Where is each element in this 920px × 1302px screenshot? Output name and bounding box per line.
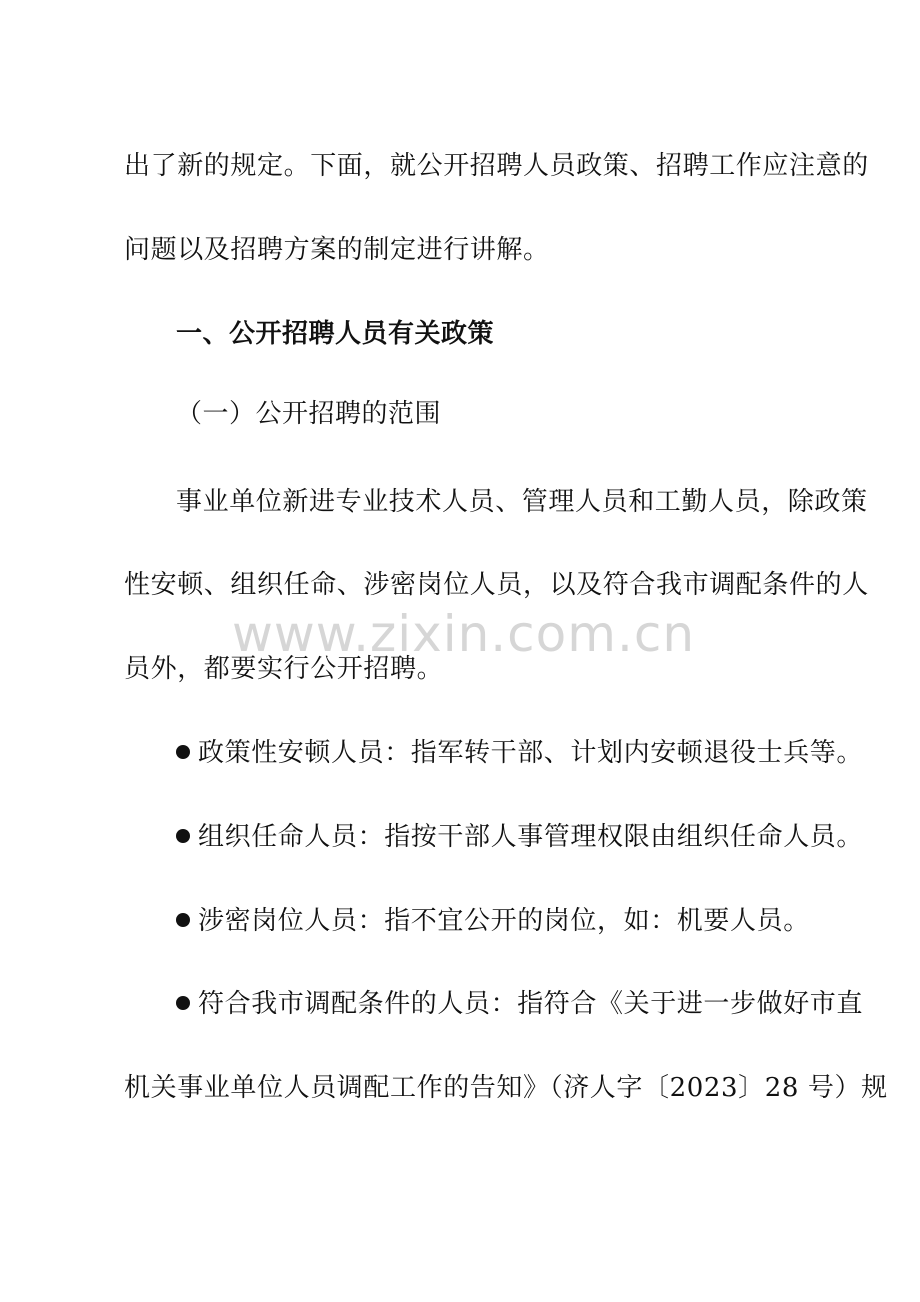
bullet-item xyxy=(176,904,814,938)
bullet-text: 符合我市调配条件的人员：指符合《关于进一步做好市直 xyxy=(198,989,864,1019)
body-text-line: 出了新的规定。下面，就公开招聘人员政策、招聘工作应注意的 xyxy=(124,151,869,181)
bullet-item xyxy=(176,987,864,1021)
bullet-dot-icon xyxy=(176,913,190,927)
watermark-text: www.zixin.com.cn xyxy=(232,605,696,663)
bullet-item xyxy=(176,820,864,854)
bullet-dot-icon xyxy=(176,829,190,843)
bullet-text: 涉密岗位人员：指不宜公开的岗位，如：机要人员。 xyxy=(198,906,810,936)
body-text-line: 事业单位新进专业技术人员、管理人员和工勤人员，除政策 xyxy=(176,487,868,517)
subsection-heading: （一）公开招聘的范围 xyxy=(176,399,442,429)
bullet-item xyxy=(176,736,864,770)
bullet-text: 组织任命人员：指按干部人事管理权限由组织任命人员。 xyxy=(198,822,864,852)
bullet-text: 政策性安顿人员：指军转干部、计划内安顿退役士兵等。 xyxy=(198,738,864,768)
body-text-line: 问题以及招聘方案的制定进行讲解。 xyxy=(124,235,550,265)
bullet-dot-icon xyxy=(176,745,190,759)
body-text-line: 员外，都要实行公开招聘。 xyxy=(124,654,444,684)
section-heading: 一、公开招聘人员有关政策 xyxy=(176,319,495,349)
body-text-line: 性安顿、组织任命、涉密岗位人员，以及符合我市调配条件的人 xyxy=(124,570,869,600)
body-text-line: 机关事业单位人员调配工作的告知》（济人字〔2023〕28 号）规 xyxy=(124,1073,888,1103)
bullet-dot-icon xyxy=(176,996,190,1010)
